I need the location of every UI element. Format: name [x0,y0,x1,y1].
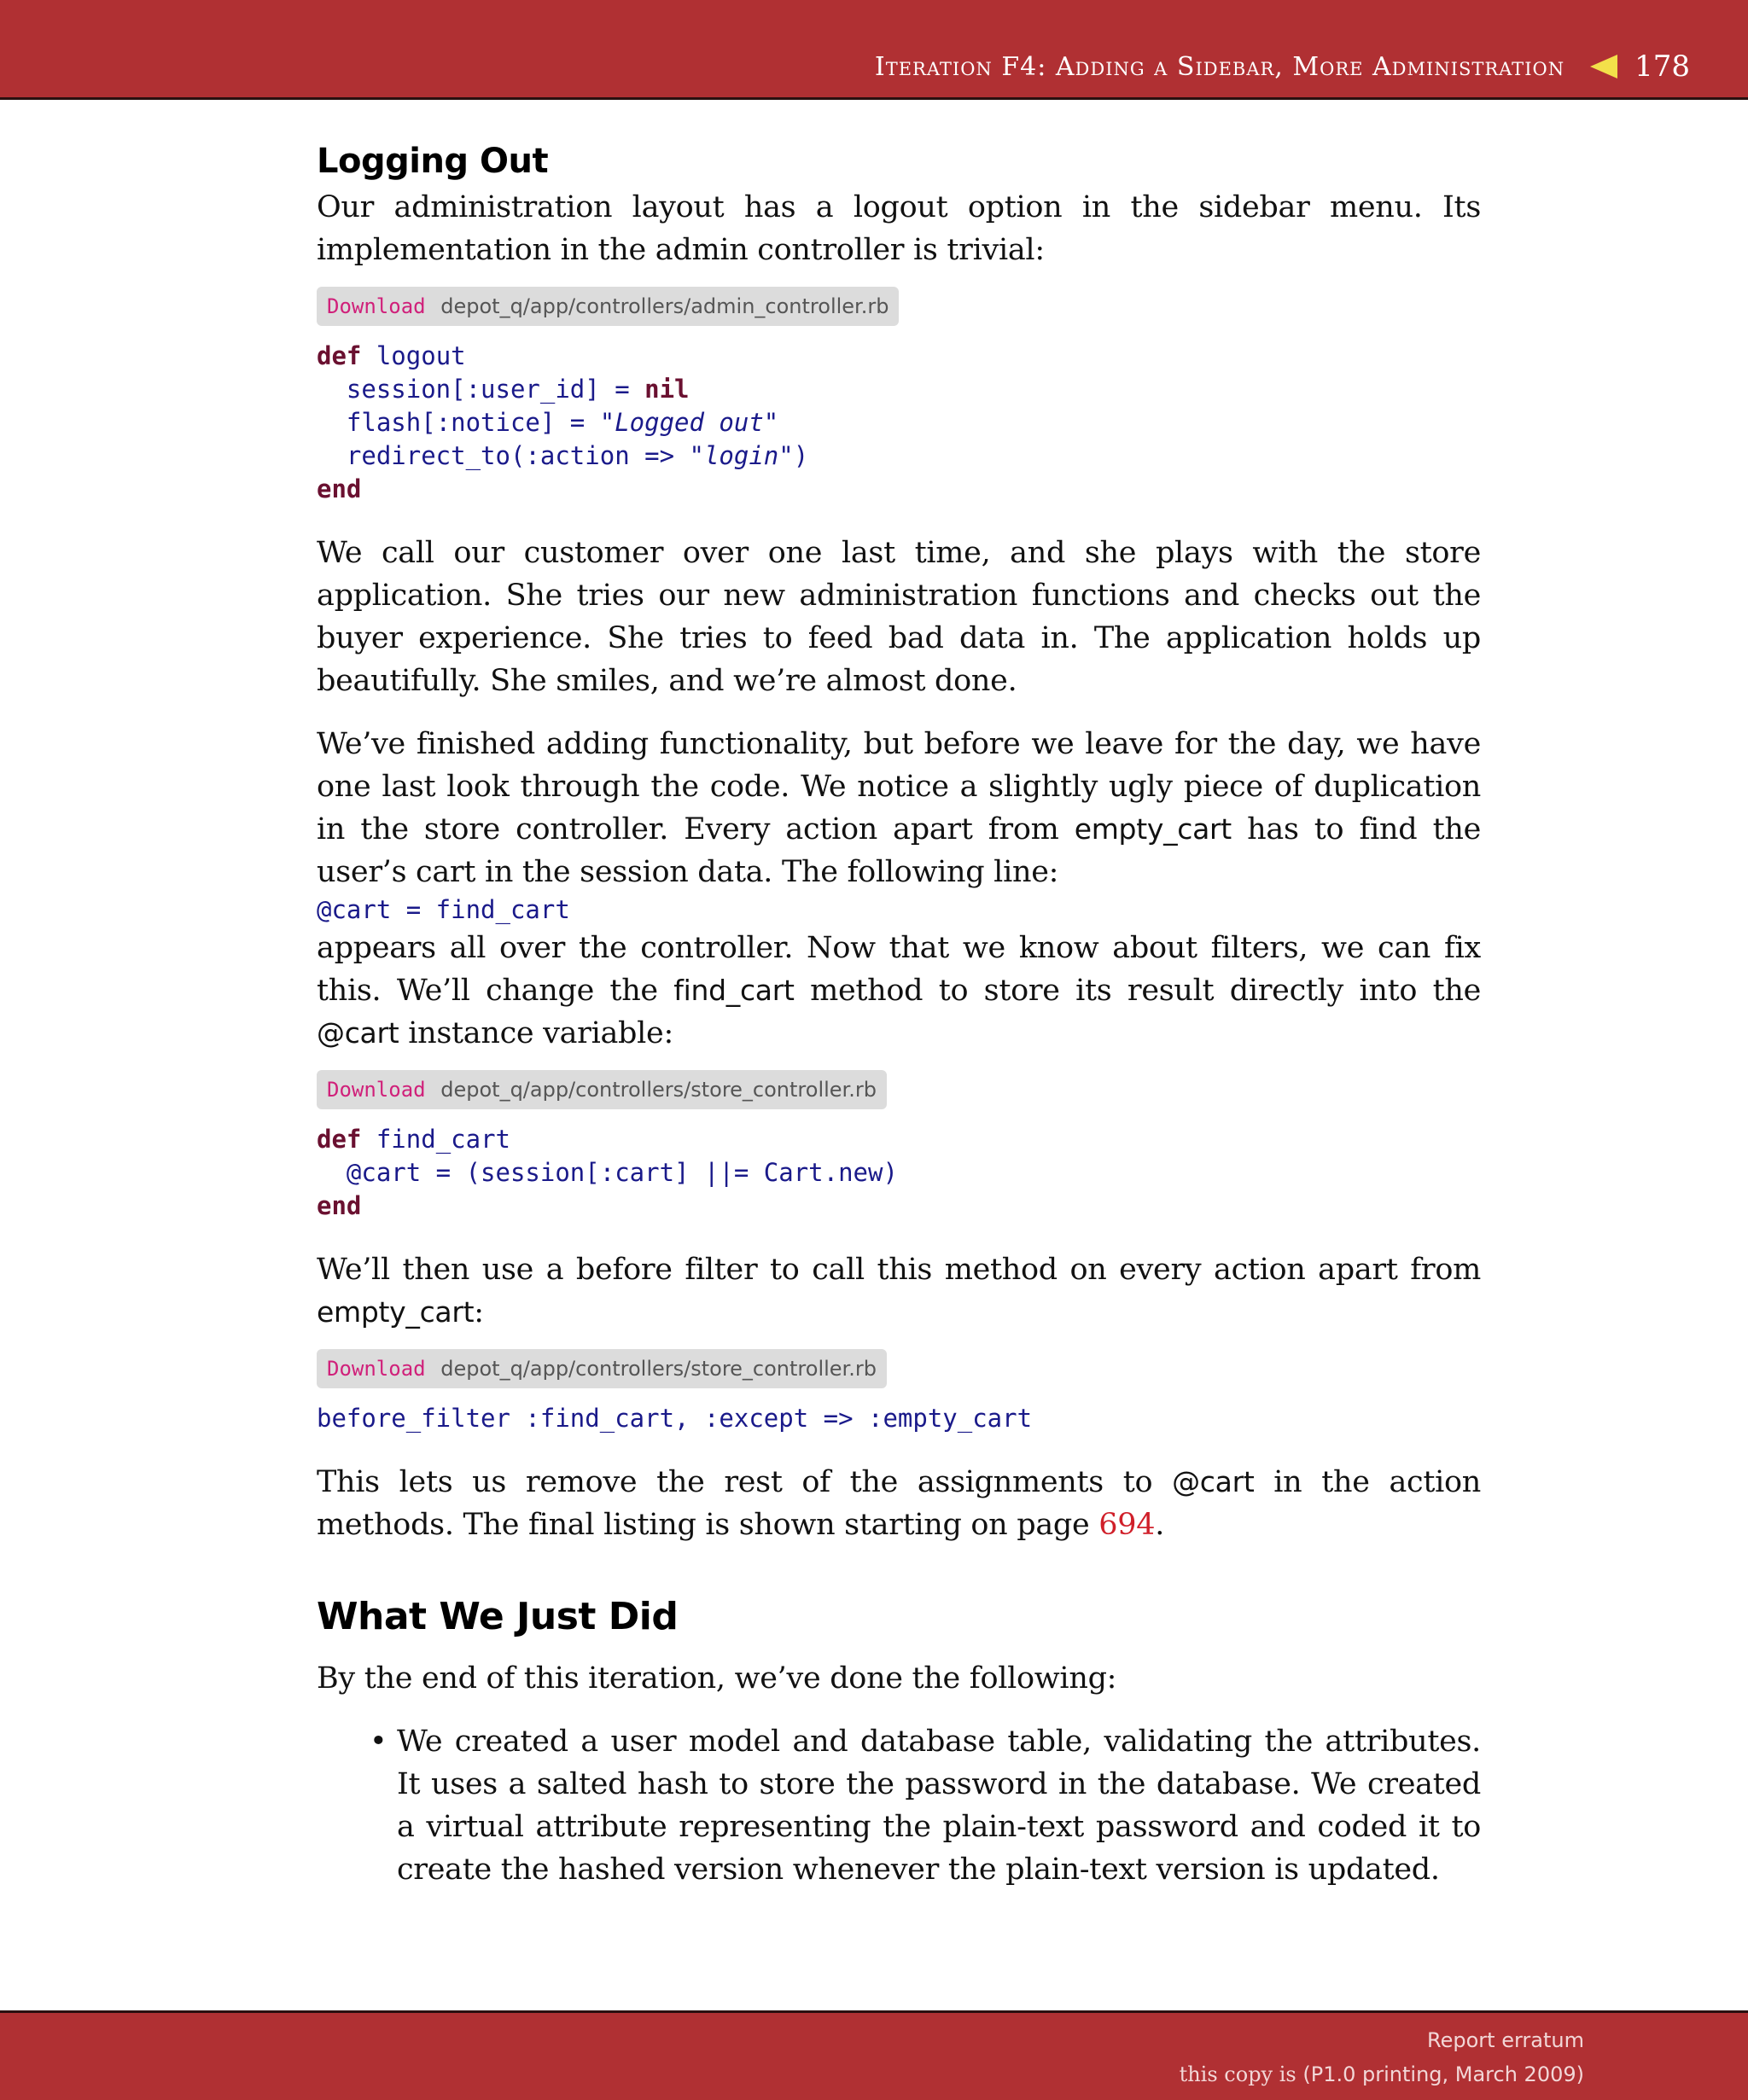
printing-info: (P1.0 printing, March 2009) [1302,2062,1584,2086]
code-text: redirect_to(:action => [317,441,690,470]
paragraph-before-filter [317,1248,1481,1334]
section-heading-what-we-did: What We Just Did [317,1595,679,1638]
paragraph-intro: Our administration layout has a logout option in the sidebar menu. Its implementation in the admin controller is trivial: [317,190,1481,267]
code-block-find-cart [317,1123,1481,1223]
download-link[interactable]: Download [327,1078,426,1102]
paragraph-text: has to find the user’s cart in the session data. The following line: [317,812,1481,889]
code-keyword: end [317,1191,362,1220]
code-block-logout [317,340,1481,506]
bullet-icon: • [370,1725,387,1759]
page-reference-link[interactable]: 694 [1098,1508,1156,1542]
code-text: session[:user_id] = [317,375,645,404]
section-heading-logging-out: Logging Out [317,142,549,181]
download-link[interactable]: Download [327,1357,426,1381]
paragraph-customer: We call our customer over one last time, and she plays with the store application. She tries our new administration functions and checks out the buyer experience. She tries to feed bad data in. The application holds up beautifully. She smiles, and we’re almost done. [317,536,1481,698]
list-item [317,1720,1481,1891]
paragraph-text: method to store its result directly into the [794,974,1482,1008]
paragraph-final-listing [317,1461,1481,1546]
code-keyword: end [317,474,362,503]
code-text: ) [793,441,809,470]
page-number: 178 [1634,49,1690,84]
copy-prefix: this copy is [1179,2062,1303,2086]
paragraph-text: . [1155,1508,1165,1542]
page-content [317,137,1481,1891]
inline-code: @cart [1172,1465,1255,1498]
inline-code: empty_cart [317,1295,475,1329]
summary-list [317,1720,1481,1891]
running-head [875,49,1690,84]
paragraph-text: We’ve finished adding functionality, but before we leave for the day, we have one last look through the code. We notice a slightly ugly piece of duplication in the store controller. Every action apart from [317,727,1481,846]
paragraph-text: instance variable: [399,1016,673,1050]
paragraph-text: We’ll then use a before filter to call this method on every action apart from [317,1253,1481,1287]
paragraph-filters [317,927,1481,1055]
code-string: "Logged out" [599,408,779,437]
download-bar-admin-controller [317,287,899,326]
inline-code: find_cart [673,974,795,1007]
list-item-text: We created a user model and database table, validating the attributes. It uses a salted hash to store the password in the database. We created a virtual attribute representing the plain-text password and coded it to create the hashed version whenever the plain-text version is updated. [397,1725,1481,1887]
code-keyword: nil [644,375,690,404]
download-bar-store-controller [317,1070,887,1109]
footer-band [0,2010,1748,2100]
paragraph-duplication [317,723,1481,893]
paragraph-text: : [474,1295,484,1329]
download-bar-store-controller-2 [317,1349,887,1388]
file-path: depot_q/app/controllers/admin_controller.rb [440,294,889,318]
paragraph-text: appears all over the controller. Now that we know about filters, we can fix this. We’ll change the [317,931,1481,1008]
code-line-cart: @cart = find_cart [317,895,570,924]
paragraph-summary-intro: By the end of this iteration, we’ve done the following: [317,1661,1117,1696]
code-line-before-filter: before_filter :find_cart, :except => :empty_cart [317,1404,1033,1433]
header-band [0,0,1748,100]
file-path: depot_q/app/controllers/store_controller.rb [440,1357,877,1381]
code-text: find_cart [361,1125,510,1154]
previous-page-arrow-icon[interactable] [1590,55,1617,79]
code-text: logout [361,341,466,370]
code-text: @cart = (session[:cart] ||= Cart.new) [317,1158,898,1187]
code-keyword: def [317,341,362,370]
code-string: "login" [689,441,794,470]
download-link[interactable]: Download [327,294,426,318]
chapter-title: Iteration F4: Adding a Sidebar, More Administration [874,51,1565,82]
report-erratum-link[interactable]: Report erratum [1427,2028,1584,2052]
inline-code: empty_cart [1074,812,1232,846]
paragraph-text: This lets us remove the rest of the assignments to [317,1465,1173,1499]
file-path: depot_q/app/controllers/store_controller.rb [440,1078,877,1102]
inline-code: @cart [317,1016,399,1050]
paragraph-text: in the action methods. The final listing is shown starting on page [317,1465,1481,1542]
code-text: flash[:notice] = [317,408,600,437]
code-keyword: def [317,1125,362,1154]
copy-note [1180,2062,1584,2086]
